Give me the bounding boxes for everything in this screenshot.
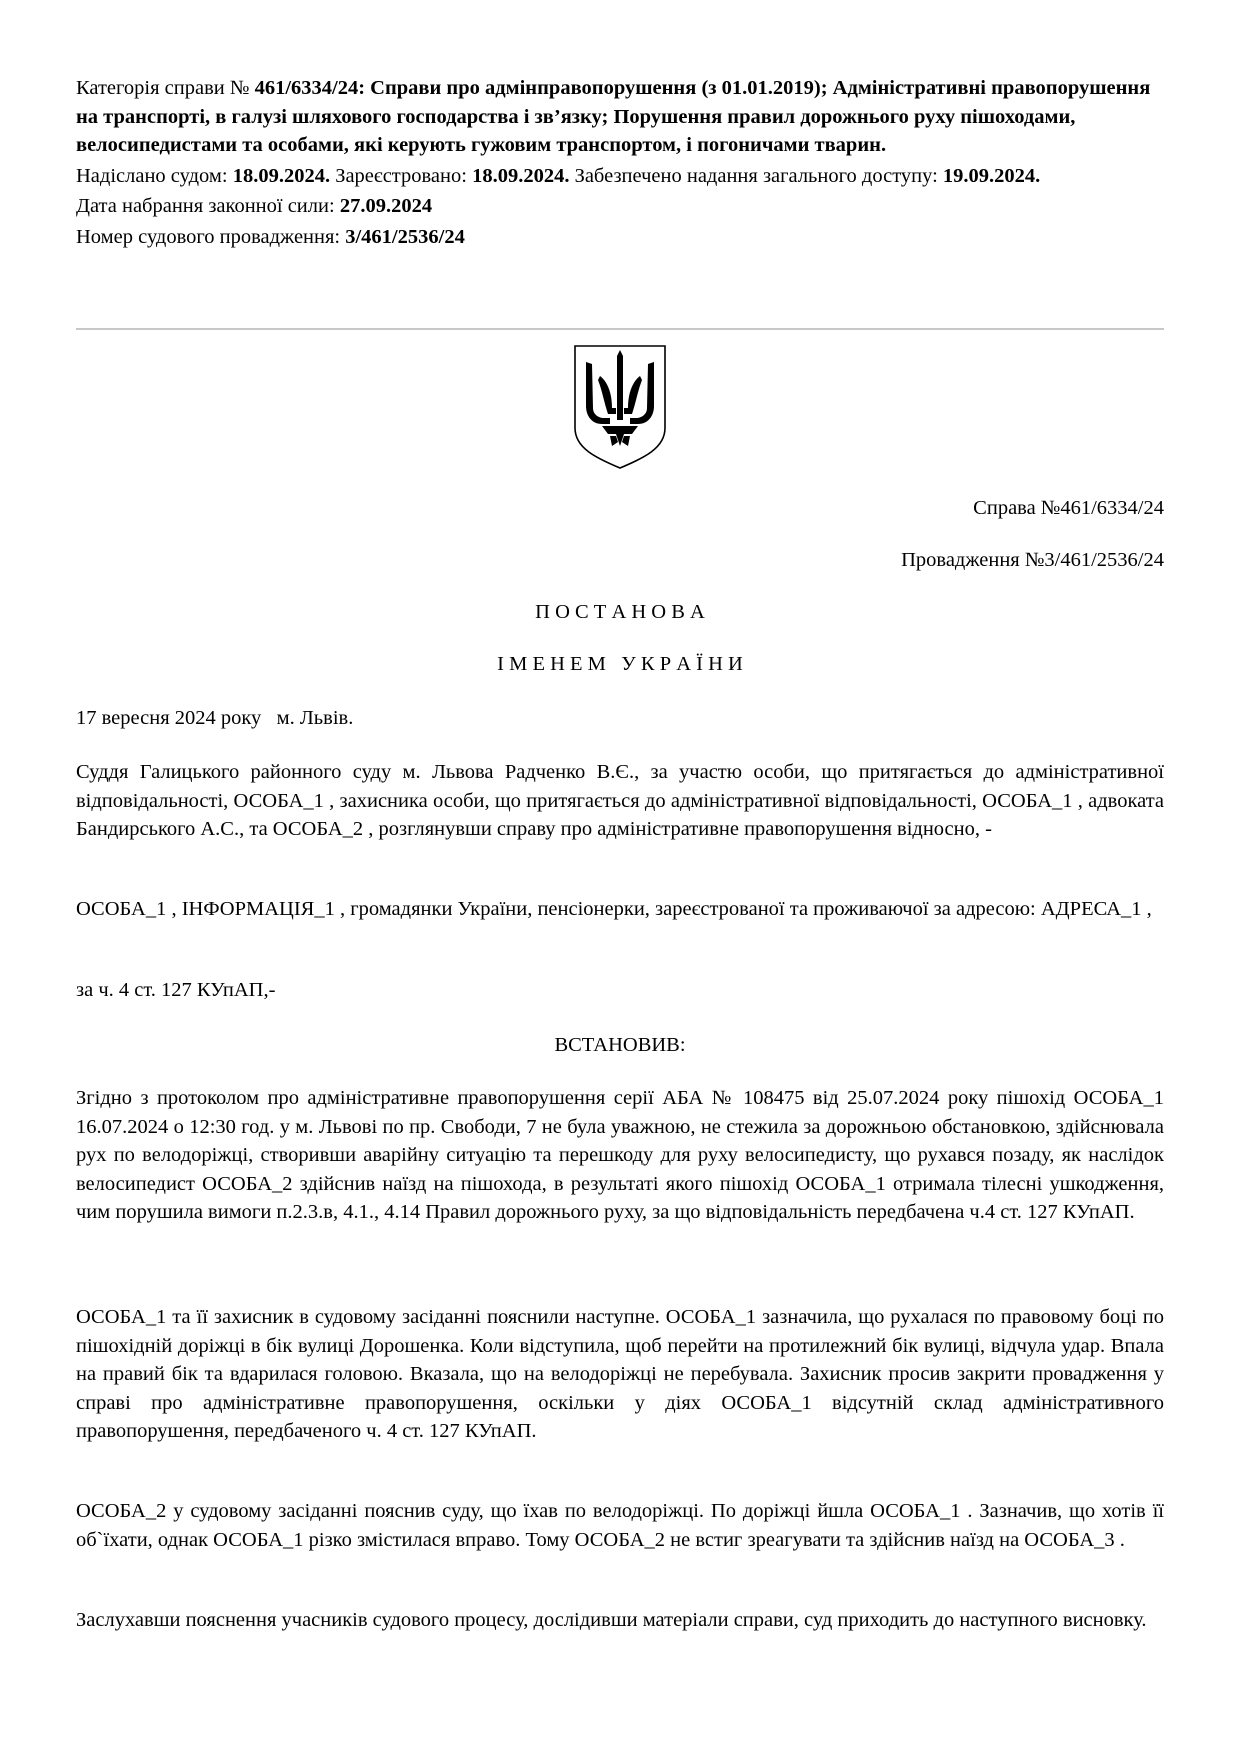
proceeding-reference: Провадження №3/461/2536/24 bbox=[901, 549, 1164, 571]
coat-of-arms-icon bbox=[572, 342, 668, 470]
paragraph-protocol: Згідно з протоколом про адміністративне правопорушення серії АБА № 108475 від 25.07.2024 року пішохід ОСОБА_1 16.07.2024 о 12:30 год. у м. Львові по пр. Свободи, 7 не була уважною, не стежила за дорожньою обстановкою, здійснювала рух по велодоріжці, створивши аварійну ситуацію та перешкоду для руху велосипедисту, що рухався позаду, як наслідок велосипедист ОСОБА_2 здійснив наїзд на пішохода, в результаті якого пішохід ОСОБА_1 отримала тілесні ушкодження, чим порушила вимоги п.2.3.в, 4.1., 4.14 Правил дорожнього руху, за що відповідальність передбачена ч.4 ст. 127 КУпАП. bbox=[76, 1087, 1164, 1223]
case-category-text: 461/6334/24: Справи про адмінправопорушення (з 01.01.2019); Адміністративні правопорушення на транспорті, в галузі шляхового господарства і зв’язку; Порушення правил дорожнього руху пішоходами, велосипедистами та особами, які керують гужовим транспортом, і погоничами тварин. bbox=[76, 77, 1151, 156]
proceeding-number-line: Номер судового провадження: 3/461/2536/24 bbox=[76, 225, 465, 248]
document-subtitle: І М Е Н Е М У К Р А Ї Н И bbox=[497, 653, 743, 675]
case-category: Категорія справи № 461/6334/24: Справи про адмінправопорушення (з 01.01.2019); Адміністративні правопорушення на транспорті, в галузі шляхового господарства і зв’язку; Порушення правил дорожнього руху пішоходами, велосипедистами та особами, які керують гужовим транспортом, і погоничами тварин. bbox=[76, 77, 1151, 156]
paragraph-judge-intro: Суддя Галицького районного суду м. Львова Радченко В.Є., за участю особи, що притягається до адміністративної відповідальності, ОСОБА_1 , захисника особи, що притягається до адміністративної відповідальності, ОСОБА_1 , адвоката Бандирського А.С., та ОСОБА_2 , розглянувши справу про адміністративне правопорушення відносно, - bbox=[76, 761, 1164, 840]
paragraph-article: за ч. 4 ст. 127 КУпАП,- bbox=[76, 979, 276, 1001]
paragraph-cyclist-explanation: ОСОБА_2 у судовому засіданні пояснив суду, що їхав по велодоріжці. По доріжці йшла ОСОБА_1 . Зазначив, що хотів її об`їхати, однак ОСОБА_1 різко змістилася вправо. Тому ОСОБА_2 не встиг зреагувати та здійснив наїзд на ОСОБА_3 . bbox=[76, 1500, 1164, 1551]
section-established: ВСТАНОВИВ: bbox=[554, 1034, 686, 1056]
effective-date-line: Дата набрання законної сили: 27.09.2024 bbox=[76, 195, 433, 217]
case-dates: Надіслано судом: 18.09.2024. Зареєстровано: 18.09.2024. Забезпечено надання загального доступу: 19.09.2024. bbox=[76, 164, 1041, 187]
document-title: П О С Т А Н О В А bbox=[535, 601, 705, 623]
header-divider bbox=[76, 328, 1164, 330]
access-date: 19.09.2024. bbox=[942, 164, 1041, 187]
effective-date: 27.09.2024 bbox=[339, 195, 433, 217]
case-metadata bbox=[76, 74, 1164, 251]
registered-date: 18.09.2024. bbox=[472, 164, 570, 187]
paragraph-defense-explanation: ОСОБА_1 та її захисник в судовому засіданні пояснили наступне. ОСОБА_1 зазначила, що рухалася по правовому боці по пішохідній доріжці в бік вулиці Дорошенка. Коли відступила, щоб перейти на протилежний бік вулиці, відчула удар. Впала на правий бік та вдарилася головою. Вказала, що на велодоріжці не перебувала. Захисник просив закрити провадження у справі про адміністративне правопорушення, оскільки у діях ОСОБА_1 відсутній склад адміністративного правопорушення, передбаченого ч. 4 ст. 127 КУпАП. bbox=[76, 1306, 1164, 1442]
case-number: Справа №461/6334/24 bbox=[973, 497, 1164, 519]
date-and-place: 17 вересня 2024 року м. Львів. bbox=[76, 707, 354, 729]
sent-date: 18.09.2024. bbox=[232, 164, 331, 187]
proceeding-number: 3/461/2536/24 bbox=[345, 225, 465, 248]
paragraph-conclusion: Заслухавши пояснення учасників судового процесу, дослідивши матеріали справи, суд приходить до наступного висновку. bbox=[76, 1609, 1147, 1631]
paragraph-person-details: ОСОБА_1 , ІНФОРМАЦІЯ_1 , громадянки України, пенсіонерки, зареєстрованої та проживаючої за адресою: АДРЕСА_1 , bbox=[76, 898, 1152, 920]
